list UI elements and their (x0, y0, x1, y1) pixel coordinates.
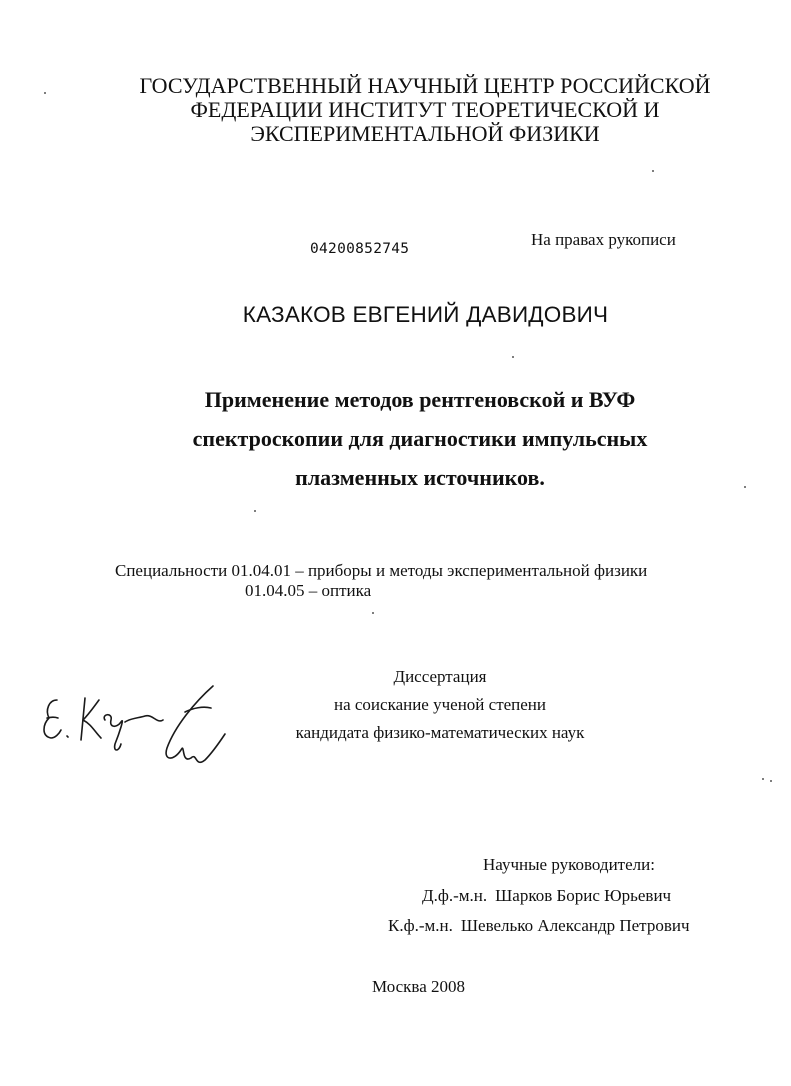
institution-line: ГОСУДАРСТВЕННЫЙ НАУЧНЫЙ ЦЕНТР РОССИЙСКОЙ (139, 73, 711, 98)
supervisor-name: Шевелько Александр Петрович (460, 916, 690, 935)
dissertation-line: на соискание ученой степени (333, 695, 547, 714)
supervisor-row (422, 886, 671, 906)
dissertation-line: кандидата физико-математических наук (295, 723, 585, 742)
thesis-title (100, 380, 740, 497)
institution-name (60, 74, 790, 146)
scan-speck (770, 780, 772, 782)
barcode-number: 04200852745 (310, 241, 410, 257)
scan-speck (744, 486, 746, 488)
scan-speck (512, 356, 514, 358)
scan-speck (254, 510, 256, 512)
author-name: КАЗАКОВ ЕВГЕНИЙ ДАВИДОВИЧ (242, 302, 609, 327)
dissertation-block (230, 663, 650, 747)
dissertation-line: Диссертация (393, 667, 487, 686)
specialty-line-2: 01.04.05 – оптика (245, 581, 372, 600)
supervisor-degree: К.ф.-м.н. (388, 916, 453, 935)
thesis-title-line: спектроскопии для диагностики импульсных (192, 426, 648, 451)
supervisor-name: Шарков Борис Юрьевич (495, 886, 672, 905)
supervisors-heading: Научные руководители: (483, 855, 655, 874)
scan-speck (372, 612, 374, 614)
supervisor-row (388, 916, 690, 936)
thesis-title-line: Применение методов рентгеновской и ВУФ (204, 387, 636, 412)
specialty-line-1: Специальности 01.04.01 – приборы и методы экспериментальной физики (115, 561, 648, 580)
scan-speck (44, 92, 46, 94)
rights-notice: На правах рукописи (531, 230, 676, 249)
thesis-title-line: плазменных источников. (295, 465, 545, 490)
city-year: Москва 2008 (372, 977, 466, 996)
institution-line: ФЕДЕРАЦИИ ИНСТИТУТ ТЕОРЕТИЧЕСКОЙ И (190, 97, 660, 122)
scan-speck (762, 778, 764, 780)
institution-line: ЭКСПЕРИМЕНТАЛЬНОЙ ФИЗИКИ (250, 121, 600, 146)
supervisor-degree: Д.ф.-м.н. (422, 886, 488, 905)
scan-speck (652, 170, 654, 172)
signature-icon (35, 678, 235, 778)
